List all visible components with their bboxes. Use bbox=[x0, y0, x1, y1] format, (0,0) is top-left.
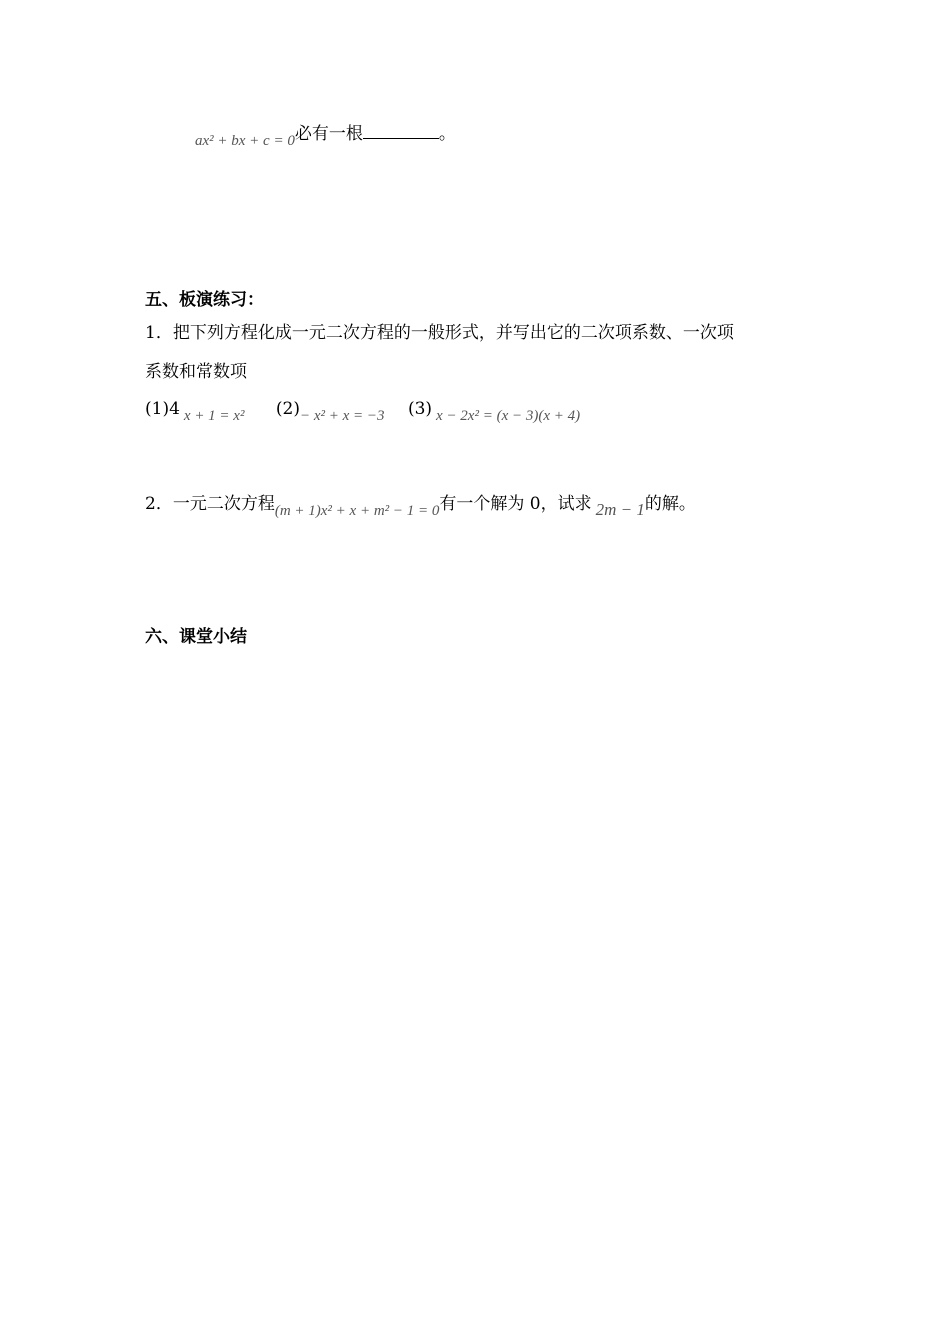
q1-items bbox=[145, 399, 581, 424]
q1-line1: 1．把下列方程化成一元二次方程的一般形式，并写出它的二次项系数、一次项 bbox=[145, 323, 734, 343]
q2-middle: 有一个解为 0，试求 bbox=[439, 494, 592, 514]
q2-expression: 2m − 1 bbox=[595, 500, 645, 519]
item-2-equation: − x² + x = −3 bbox=[299, 408, 385, 424]
item-1-equation: x + 1 = x² bbox=[183, 408, 245, 424]
answer-blank[interactable] bbox=[363, 122, 439, 139]
section6-heading: 六、课堂小结 bbox=[145, 627, 247, 647]
top-line bbox=[195, 122, 456, 149]
q1-line2: 系数和常数项 bbox=[145, 362, 247, 382]
item-3-label: (3) bbox=[407, 399, 433, 419]
q2-equation: (m + 1)x² + x + m² − 1 = 0 bbox=[274, 503, 440, 519]
q2-suffix: 的解。 bbox=[644, 494, 696, 514]
item-2-label: (2) bbox=[275, 399, 300, 419]
equation-general-form: ax² + bx + c = 0 bbox=[195, 133, 295, 149]
q2-line bbox=[145, 494, 696, 519]
item-3-equation: x − 2x² = (x − 3)(x + 4) bbox=[436, 408, 581, 424]
q2-prefix: 2．一元二次方程 bbox=[145, 494, 275, 514]
section5-heading: 五、板演练习： bbox=[145, 290, 264, 310]
top-line-text: 必有一根 bbox=[294, 124, 363, 144]
top-line-end: 。 bbox=[438, 124, 456, 144]
item-1-label: (1)4 bbox=[145, 399, 180, 419]
